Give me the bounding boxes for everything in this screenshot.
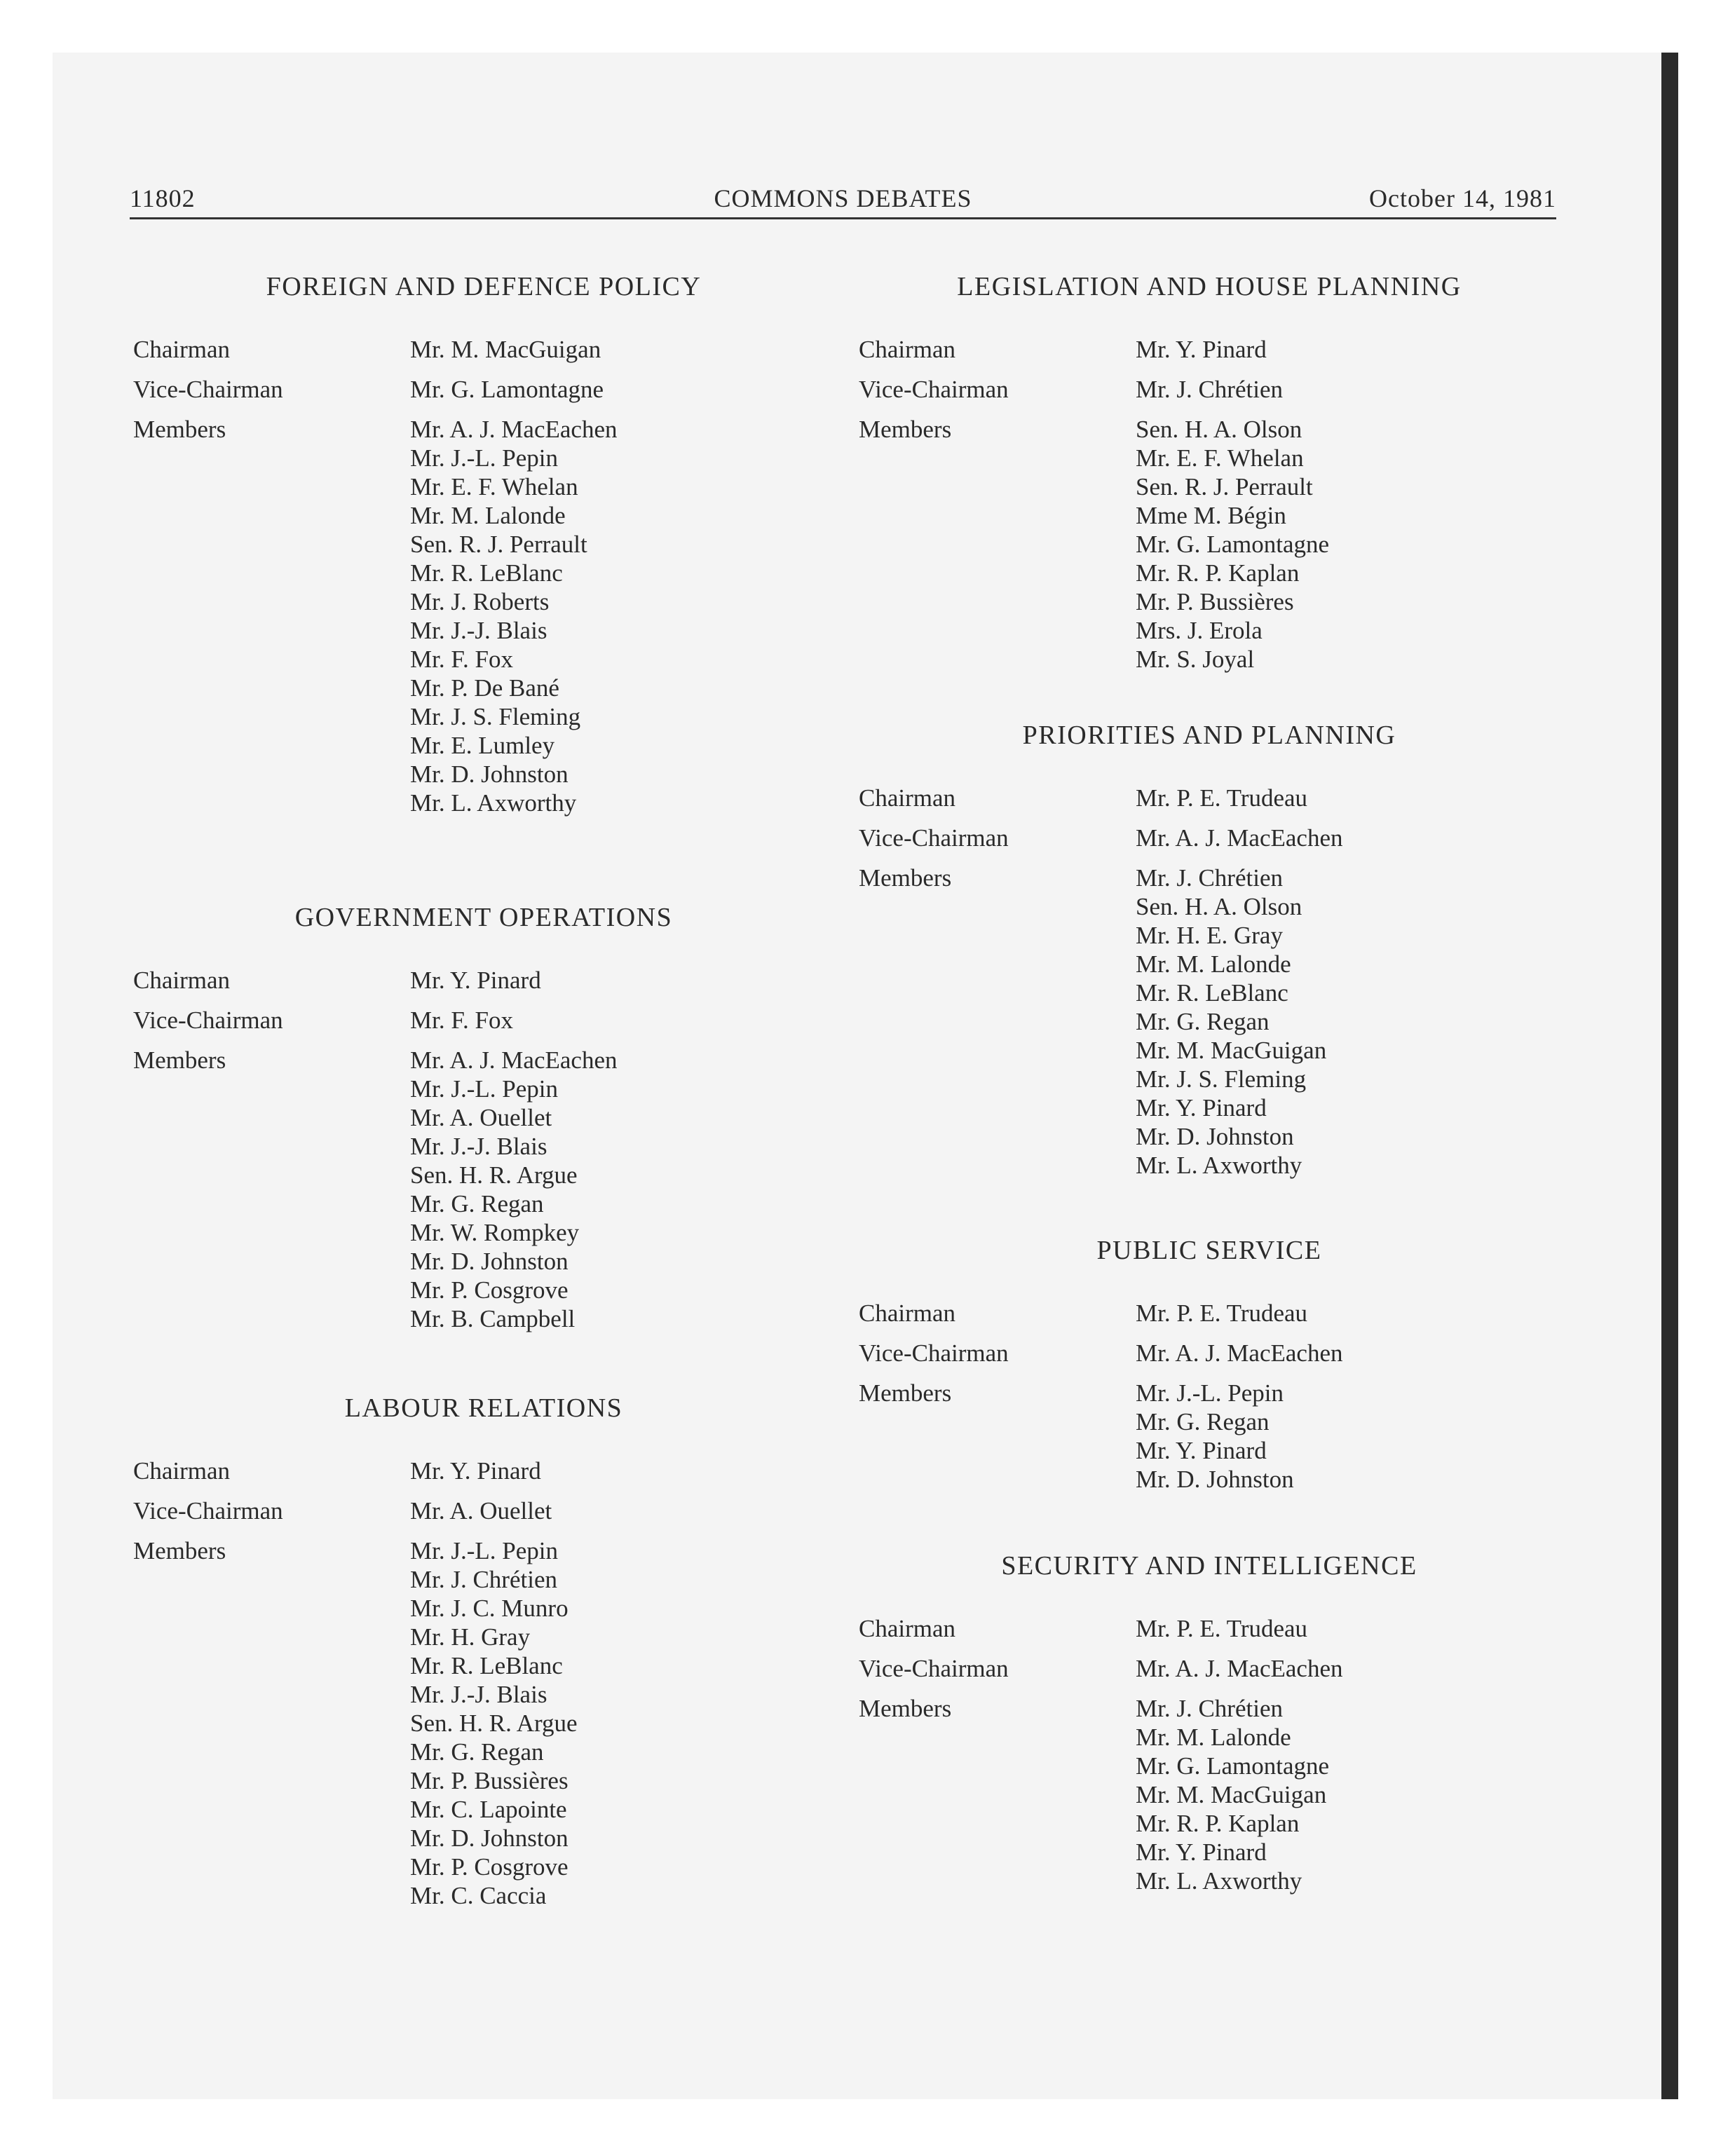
member-name: Mr. A. J. MacEachen [1136, 1655, 1343, 1682]
role-label: Members [859, 416, 952, 443]
member-name: Mr. J.-L. Pepin [410, 444, 558, 472]
role-label: Members [859, 1695, 952, 1722]
member-name: Mr. M. MacGuigan [410, 336, 601, 363]
member-name: Mr. C. Caccia [410, 1882, 547, 1909]
name-list [1136, 1339, 1560, 1367]
member-name: Mrs. J. Erola [1136, 617, 1263, 644]
member-name: Mr. D. Johnston [410, 1824, 569, 1852]
member-name: Mr. H. Gray [410, 1623, 531, 1651]
running-head [130, 175, 1556, 219]
member-name: Mr. J.-J. Blais [410, 617, 547, 644]
member-name: Mr. F. Fox [410, 646, 513, 673]
member-name: Mr. J. C. Munro [410, 1595, 569, 1622]
member-name: Mr. A. J. MacEachen [1136, 1339, 1343, 1367]
member-name: Mr. Y. Pinard [410, 967, 541, 994]
chairman-row [133, 1456, 834, 1496]
member-name: Sen. H. R. Argue [410, 1161, 578, 1189]
member-name: Mr. J. Chrétien [1136, 864, 1283, 892]
name-list [1136, 864, 1560, 1180]
member-name: Sen. R. J. Perrault [410, 531, 587, 558]
member-name: Mr. R. LeBlanc [1136, 979, 1288, 1007]
member-name: Mr. R. LeBlanc [410, 559, 563, 587]
chairman-row [859, 1614, 1560, 1654]
role-label: Members [133, 416, 226, 443]
chairman-row [133, 966, 834, 1006]
role-label: Vice-Chairman [859, 376, 1009, 403]
member-name: Mr. G. Lamontagne [410, 376, 604, 403]
issue-date: October 14, 1981 [1369, 184, 1556, 212]
members-row [133, 1046, 834, 1333]
member-name: Mr. D. Johnston [410, 760, 569, 788]
member-name: Mr. J.-J. Blais [410, 1681, 547, 1708]
name-list [1136, 375, 1560, 404]
members-row [859, 415, 1560, 674]
name-list [410, 1496, 834, 1525]
chairman-row [859, 335, 1560, 375]
member-name: Mr. B. Campbell [410, 1305, 576, 1332]
members-row [133, 415, 834, 817]
member-name: Mr. G. Regan [1136, 1408, 1270, 1435]
name-list [1136, 1694, 1560, 1895]
member-name: Sen. H. A. Olson [1136, 893, 1302, 920]
member-name: Mr. R. P. Kaplan [1136, 559, 1300, 587]
vice-chairman-row [859, 824, 1560, 864]
vice-chairman-row [133, 375, 834, 415]
committee-title: FOREIGN AND DEFENCE POLICY [266, 272, 702, 301]
member-name: Mr. A. J. MacEachen [410, 1046, 618, 1074]
vice-chairman-row [133, 1496, 834, 1536]
member-name: Mr. P. Cosgrove [410, 1853, 569, 1881]
vice-chairman-row [133, 1006, 834, 1046]
role-label: Members [133, 1537, 226, 1564]
member-name: Mr. J. S. Fleming [410, 703, 581, 730]
member-name: Mr. M. Lalonde [1136, 950, 1291, 978]
member-name: Mr. Y. Pinard [1136, 336, 1267, 363]
committee-title: LABOUR RELATIONS [344, 1393, 623, 1423]
name-list [1136, 335, 1560, 364]
member-name: Mr. D. Johnston [1136, 1123, 1294, 1150]
role-label: Vice-Chairman [859, 1655, 1009, 1682]
role-label: Chairman [859, 336, 956, 363]
member-name: Mr. J.-J. Blais [410, 1133, 547, 1160]
member-name: Mr. L. Axworthy [1136, 1152, 1302, 1179]
role-label: Vice-Chairman [859, 1339, 1009, 1367]
name-list [1136, 824, 1560, 852]
member-name: Mr. A. J. MacEachen [410, 416, 618, 443]
member-name: Mr. G. Regan [1136, 1008, 1270, 1035]
name-list [410, 1046, 834, 1333]
member-name: Mr. J. Chrétien [1136, 1695, 1283, 1722]
role-label: Vice-Chairman [133, 1007, 283, 1034]
member-name: Mr. Y. Pinard [410, 1457, 541, 1485]
page-number: 11802 [130, 184, 196, 212]
member-name: Mr. G. Lamontagne [1136, 1752, 1330, 1780]
member-name: Mr. P. E. Trudeau [1136, 1299, 1308, 1327]
committee-title: SECURITY AND INTELLIGENCE [1001, 1551, 1417, 1581]
member-name: Mr. P. Bussières [1136, 588, 1294, 615]
member-name: Mr. A. J. MacEachen [1136, 824, 1343, 852]
committee-title: GOVERNMENT OPERATIONS [294, 903, 673, 932]
member-name: Mr. Y. Pinard [1136, 1437, 1267, 1464]
member-name: Mr. R. LeBlanc [410, 1652, 563, 1679]
name-list [1136, 1614, 1560, 1643]
member-name: Mr. M. MacGuigan [1136, 1037, 1327, 1064]
member-name: Mr. G. Lamontagne [1136, 531, 1330, 558]
name-list [410, 1536, 834, 1910]
member-name: Mr. D. Johnston [410, 1248, 569, 1275]
role-label: Vice-Chairman [859, 824, 1009, 852]
committee-block [859, 715, 1560, 1180]
name-list [410, 1456, 834, 1485]
member-name: Mr. E. F. Whelan [410, 473, 578, 500]
members-row [859, 1379, 1560, 1494]
name-list [1136, 1379, 1560, 1494]
role-label: Chairman [859, 784, 956, 812]
member-name: Mr. J.-L. Pepin [410, 1075, 558, 1103]
member-name: Mr. L. Axworthy [1136, 1867, 1302, 1895]
role-label: Vice-Chairman [133, 1497, 283, 1524]
committee-title: PUBLIC SERVICE [1096, 1236, 1322, 1265]
chairman-row [859, 1299, 1560, 1339]
name-list [410, 1006, 834, 1035]
chairman-row [859, 784, 1560, 824]
member-name: Mr. L. Axworthy [410, 789, 577, 817]
member-name: Mr. J. Chrétien [1136, 376, 1283, 403]
committee-block [859, 1230, 1560, 1494]
name-list [1136, 784, 1560, 812]
committee-block [859, 266, 1560, 674]
name-list [410, 415, 834, 817]
name-list [410, 375, 834, 404]
chairman-row [133, 335, 834, 375]
member-name: Mr. J.-L. Pepin [1136, 1379, 1284, 1407]
member-name: Mr. J.-L. Pepin [410, 1537, 558, 1564]
member-name: Mr. G. Regan [410, 1190, 544, 1217]
role-label: Members [133, 1046, 226, 1074]
name-list [410, 966, 834, 995]
member-name: Mr. R. P. Kaplan [1136, 1810, 1300, 1837]
journal-title: COMMONS DEBATES [714, 184, 972, 212]
committee-block [133, 1388, 834, 1910]
members-row [859, 1694, 1560, 1895]
member-name: Mr. Y. Pinard [1136, 1838, 1267, 1866]
member-name: Mr. G. Regan [410, 1738, 544, 1766]
role-label: Chairman [133, 967, 231, 994]
role-label: Vice-Chairman [133, 376, 283, 403]
vice-chairman-row [859, 1654, 1560, 1694]
member-name: Mr. J. Roberts [410, 588, 550, 615]
member-name: Mr. E. F. Whelan [1136, 444, 1304, 472]
role-label: Chairman [133, 1457, 231, 1485]
member-name: Mr. Y. Pinard [1136, 1094, 1267, 1121]
vice-chairman-row [859, 375, 1560, 415]
member-name: Mr. D. Johnston [1136, 1466, 1294, 1493]
member-name: Mr. J. S. Fleming [1136, 1065, 1307, 1093]
committee-block [859, 1546, 1560, 1895]
member-name: Mr. E. Lumley [410, 732, 555, 759]
name-list [1136, 1654, 1560, 1683]
member-name: Mr. S. Joyal [1136, 646, 1255, 673]
role-label: Chairman [859, 1299, 956, 1327]
member-name: Sen. R. J. Perrault [1136, 473, 1313, 500]
committee-title: LEGISLATION AND HOUSE PLANNING [957, 272, 1462, 301]
member-name: Sen. H. A. Olson [1136, 416, 1302, 443]
members-row [133, 1536, 834, 1910]
member-name: Mr. M. MacGuigan [1136, 1781, 1327, 1808]
committee-block [133, 266, 834, 817]
role-label: Members [859, 1379, 952, 1407]
role-label: Chairman [859, 1615, 956, 1642]
name-list [410, 335, 834, 364]
name-list [1136, 415, 1560, 674]
member-name: Mme M. Bégin [1136, 502, 1286, 529]
member-name: Mr. J. Chrétien [410, 1566, 557, 1593]
page-edge-shadow [1661, 53, 1678, 2099]
member-name: Mr. A. Ouellet [410, 1497, 552, 1524]
name-list [1136, 1299, 1560, 1328]
member-name: Sen. H. R. Argue [410, 1710, 578, 1737]
member-name: Mr. M. Lalonde [1136, 1724, 1291, 1751]
member-name: Mr. P. E. Trudeau [1136, 1615, 1308, 1642]
member-name: Mr. P. Cosgrove [410, 1276, 569, 1304]
committee-block [133, 897, 834, 1333]
vice-chairman-row [859, 1339, 1560, 1379]
role-label: Chairman [133, 336, 231, 363]
member-name: Mr. F. Fox [410, 1007, 513, 1034]
member-name: Mr. W. Rompkey [410, 1219, 580, 1246]
member-name: Mr. C. Lapointe [410, 1796, 567, 1823]
member-name: Mr. P. De Bané [410, 674, 559, 702]
member-name: Mr. A. Ouellet [410, 1104, 552, 1131]
member-name: Mr. H. E. Gray [1136, 922, 1283, 949]
role-label: Members [859, 864, 952, 892]
committee-title: PRIORITIES AND PLANNING [1022, 721, 1396, 750]
member-name: Mr. M. Lalonde [410, 502, 566, 529]
member-name: Mr. P. E. Trudeau [1136, 784, 1308, 812]
member-name: Mr. P. Bussières [410, 1767, 569, 1794]
members-row [859, 864, 1560, 1180]
